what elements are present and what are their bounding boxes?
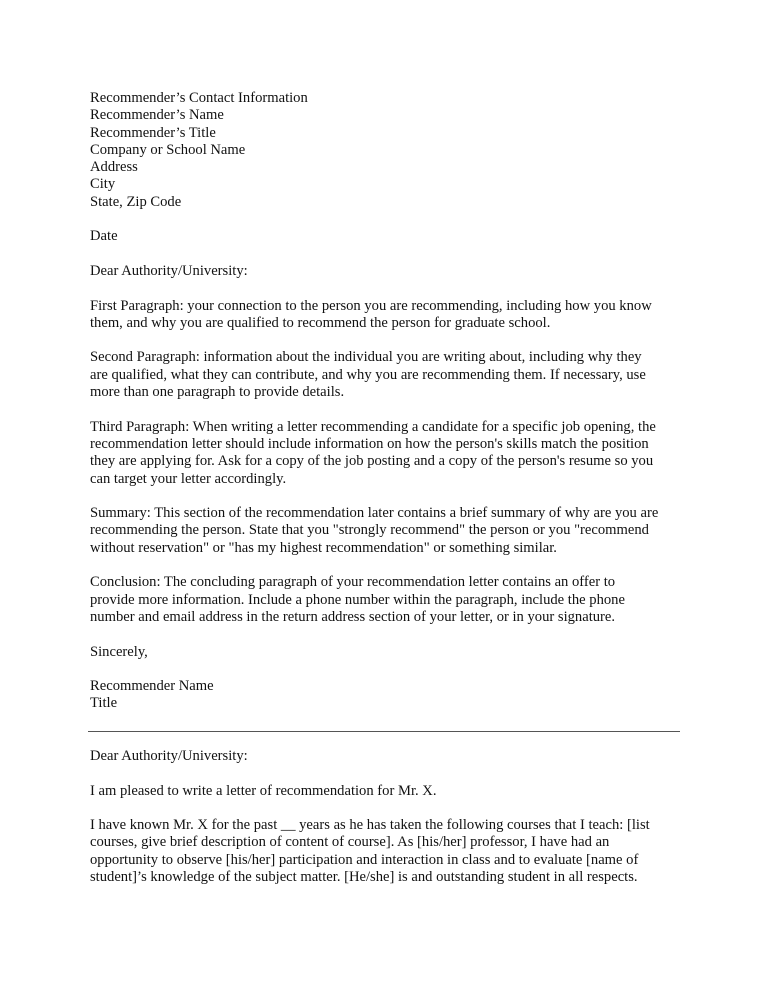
text-line: they are applying for. Ask for a copy of the job posting and a copy of the person's resume so you xyxy=(90,453,654,470)
text-line: Recommender Name xyxy=(90,678,214,695)
first-paragraph xyxy=(90,298,690,333)
text-line: Date xyxy=(90,228,118,245)
text-line: City xyxy=(90,176,116,193)
contact-info xyxy=(90,90,690,211)
text-line: Summary: This section of the recommendation later contains a brief summary of why are you are xyxy=(90,505,659,522)
conclusion-paragraph xyxy=(90,574,690,626)
text-line: Recommender’s Contact Information xyxy=(90,90,308,106)
body-paragraph xyxy=(90,817,690,886)
text-line: Conclusion: The concluding paragraph of your recommendation letter contains an offer to xyxy=(90,574,616,591)
text-line: First Paragraph: your connection to the person you are recommending, including how you know xyxy=(90,297,652,314)
text-line: Title xyxy=(90,695,118,712)
third-paragraph xyxy=(90,419,690,488)
text-line: Address xyxy=(90,159,138,176)
intro-paragraph xyxy=(90,783,690,800)
text-line: Dear Authority/University: xyxy=(90,262,248,279)
horizontal-divider xyxy=(88,731,680,732)
text-line: can target your letter accordingly. xyxy=(90,470,287,487)
summary-paragraph xyxy=(90,505,690,557)
text-line: more than one paragraph to provide details. xyxy=(90,384,345,401)
text-line: Dear Authority/University: xyxy=(90,748,248,764)
text-line: are qualified, what they can contribute, and why you are recommending them. If necessary, use xyxy=(90,366,646,383)
text-line: number and email address in the return address section of your letter, or in your signature. xyxy=(90,608,616,625)
text-line: provide more information. Include a phone number within the paragraph, include the phone xyxy=(90,591,625,608)
sample-letter xyxy=(90,748,690,904)
text-line: I have known Mr. X for the past __ years as he has taken the following courses that I teach: [list xyxy=(90,817,650,834)
text-line: Recommender’s Name xyxy=(90,107,224,124)
text-line: opportunity to observe [his/her] participation and interaction in class and to evaluate [name of xyxy=(90,851,639,868)
closing xyxy=(90,644,690,661)
text-line: recommendation letter should include information on how the person's skills match the position xyxy=(90,435,649,452)
text-line: Recommender’s Title xyxy=(90,124,216,141)
text-line: courses, give brief description of content of course]. As [his/her] professor, I have had an xyxy=(90,834,610,851)
text-line: without reservation" or "has my highest recommendation" or something similar. xyxy=(90,539,557,556)
date xyxy=(90,228,690,245)
text-line: them, and why you are qualified to recommend the person for graduate school. xyxy=(90,314,551,331)
text-line: I am pleased to write a letter of recommendation for Mr. X. xyxy=(90,782,437,799)
text-line: Second Paragraph: information about the individual you are writing about, including why they xyxy=(90,349,642,366)
letter-template xyxy=(90,90,690,730)
salutation xyxy=(90,748,690,765)
text-line: State, Zip Code xyxy=(90,193,182,210)
text-line: Third Paragraph: When writing a letter recommending a candidate for a specific job opening, the xyxy=(90,418,656,435)
text-line: recommending the person. State that you "strongly recommend" the person or you "recommend xyxy=(90,522,649,539)
text-line: student]’s knowledge of the subject matter. [He/she] is and outstanding student in all respects. xyxy=(90,869,638,886)
text-line: Sincerely, xyxy=(90,643,148,660)
text-line: Company or School Name xyxy=(90,141,246,158)
second-paragraph xyxy=(90,349,690,401)
signature xyxy=(90,678,690,713)
salutation xyxy=(90,263,690,280)
